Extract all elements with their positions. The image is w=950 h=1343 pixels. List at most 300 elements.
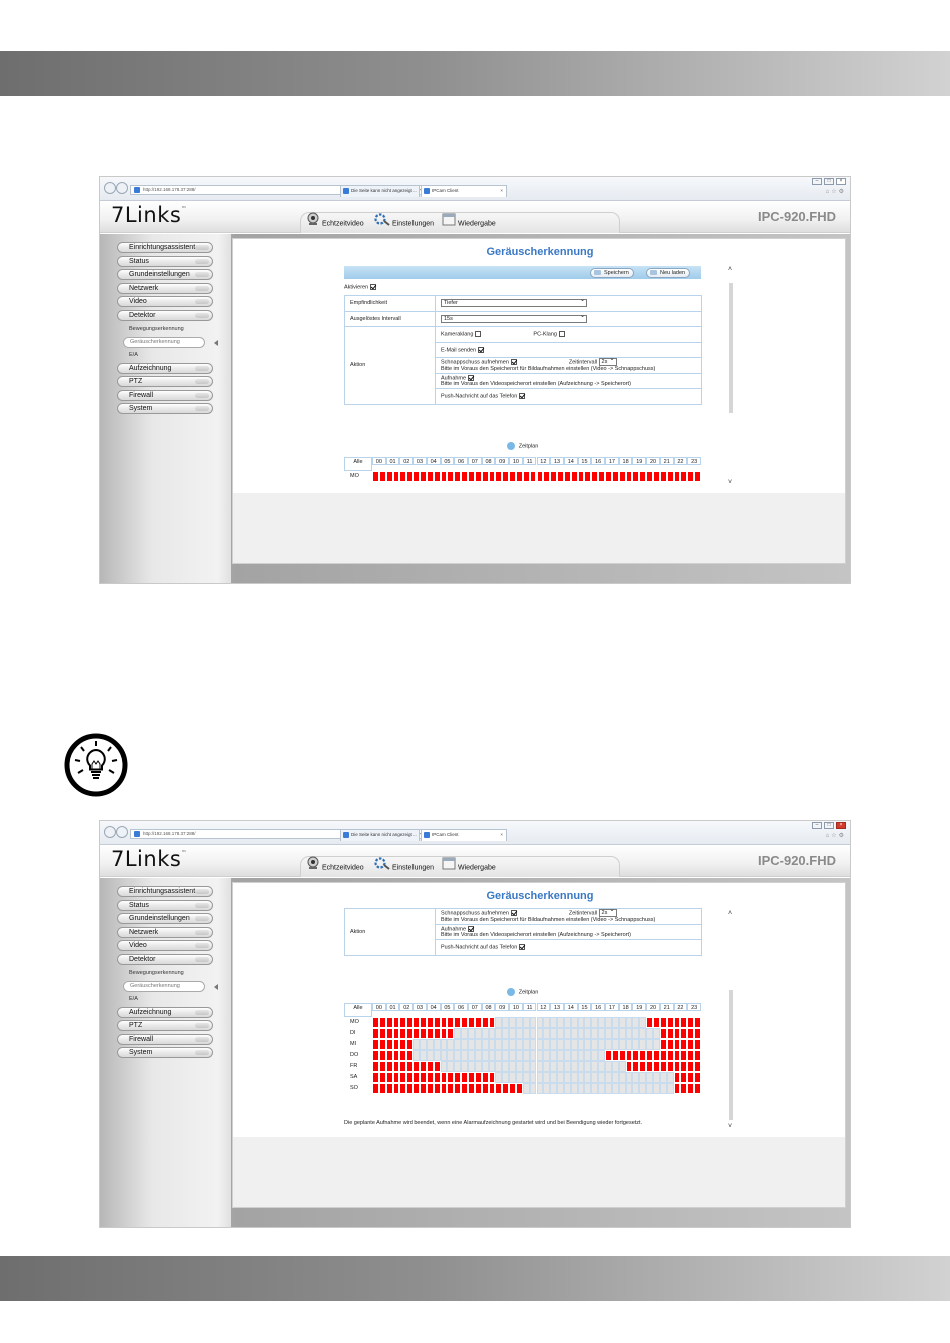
schedule-cell[interactable] bbox=[674, 1017, 681, 1028]
schedule-cell[interactable] bbox=[434, 1050, 441, 1061]
schedule-cell[interactable] bbox=[523, 1050, 530, 1061]
zeitintervall-select[interactable]: 2s ⌄ bbox=[599, 358, 617, 366]
schedule-cell[interactable] bbox=[516, 1050, 523, 1061]
schedule-cell[interactable] bbox=[591, 471, 598, 482]
schedule-cell[interactable] bbox=[653, 1061, 660, 1072]
schedule-cell[interactable] bbox=[626, 1028, 633, 1039]
hour-header[interactable]: 12 bbox=[537, 1003, 551, 1011]
schedule-cell[interactable] bbox=[632, 1028, 639, 1039]
schedule-cell[interactable] bbox=[557, 1061, 564, 1072]
schedule-cell[interactable] bbox=[372, 1083, 379, 1094]
schedule-cell[interactable] bbox=[687, 1039, 694, 1050]
schedule-cell[interactable] bbox=[502, 1039, 509, 1050]
schedule-cell[interactable] bbox=[687, 1083, 694, 1094]
hour-header[interactable]: 17 bbox=[605, 1003, 619, 1011]
schedule-cell[interactable] bbox=[667, 1050, 674, 1061]
schedule-cell[interactable] bbox=[468, 1083, 475, 1094]
hour-header[interactable]: 04 bbox=[427, 457, 441, 465]
schedule-cell[interactable] bbox=[530, 1028, 537, 1039]
schedule-cell[interactable] bbox=[399, 1028, 406, 1039]
minimize-icon[interactable]: – bbox=[812, 178, 822, 185]
toolbar-icons[interactable]: ⌂☆⚙ bbox=[825, 189, 846, 195]
schedule-cell[interactable] bbox=[461, 1061, 468, 1072]
schedule-cell[interactable] bbox=[619, 1017, 626, 1028]
schedule-cell[interactable] bbox=[660, 1028, 667, 1039]
schedule-cell[interactable] bbox=[420, 1017, 427, 1028]
sidebar-item-einrichtungsassistent[interactable]: Einrichtungsassistent bbox=[117, 242, 213, 253]
schedule-cell[interactable] bbox=[530, 1072, 537, 1083]
schedule-cell[interactable] bbox=[475, 1083, 482, 1094]
schedule-cell[interactable] bbox=[427, 1083, 434, 1094]
schedule-cell[interactable] bbox=[674, 1083, 681, 1094]
schedule-cell[interactable] bbox=[461, 1017, 468, 1028]
address-bar[interactable]: http://192.168.178.37:288/ bbox=[130, 829, 432, 839]
schedule-cell[interactable] bbox=[372, 1061, 379, 1072]
schedule-cell[interactable] bbox=[564, 1050, 571, 1061]
schedule-cell[interactable] bbox=[386, 1028, 393, 1039]
hour-header[interactable]: 17 bbox=[605, 457, 619, 465]
schedule-cell[interactable] bbox=[427, 1072, 434, 1083]
schedule-cell[interactable] bbox=[379, 471, 386, 482]
schedule-cell[interactable] bbox=[557, 1017, 564, 1028]
schedule-cell[interactable] bbox=[461, 1028, 468, 1039]
schedule-cell[interactable] bbox=[591, 1017, 598, 1028]
tab-einstellungen[interactable]: Einstellungen bbox=[374, 856, 434, 877]
schedule-cell[interactable] bbox=[667, 1017, 674, 1028]
schedule-cell[interactable] bbox=[632, 1039, 639, 1050]
hour-header[interactable]: 10 bbox=[509, 1003, 523, 1011]
day-label[interactable]: FR bbox=[350, 1063, 358, 1069]
schedule-cell[interactable] bbox=[619, 1061, 626, 1072]
schedule-cell[interactable] bbox=[564, 1061, 571, 1072]
schedule-cell[interactable] bbox=[406, 1083, 413, 1094]
schedule-cell[interactable] bbox=[591, 1083, 598, 1094]
schedule-cell[interactable] bbox=[674, 1072, 681, 1083]
sensitivity-select[interactable]: Tiefer ⌄ bbox=[441, 299, 587, 307]
schedule-cell[interactable] bbox=[523, 1072, 530, 1083]
aufnahme-checkbox[interactable] bbox=[468, 926, 474, 932]
schedule-cell[interactable] bbox=[598, 1039, 605, 1050]
schedule-cell[interactable] bbox=[393, 1072, 400, 1083]
schedule-cell[interactable] bbox=[619, 1072, 626, 1083]
schedule-cell[interactable] bbox=[475, 471, 482, 482]
schedule-cell[interactable] bbox=[509, 1072, 516, 1083]
sidebar-subitem-ea[interactable]: E/A bbox=[129, 995, 138, 1002]
hour-header[interactable]: 02 bbox=[399, 457, 413, 465]
schedule-cell[interactable] bbox=[482, 1039, 489, 1050]
schedule-cell[interactable] bbox=[687, 1050, 694, 1061]
day-label[interactable]: SO bbox=[350, 1085, 358, 1091]
schedule-cell[interactable] bbox=[468, 1061, 475, 1072]
schedule-cell[interactable] bbox=[653, 1083, 660, 1094]
select-all-button[interactable]: Alle bbox=[344, 1003, 372, 1017]
schedule-cell[interactable] bbox=[626, 1050, 633, 1061]
schedule-cell[interactable] bbox=[502, 1017, 509, 1028]
schedule-cell[interactable] bbox=[447, 1039, 454, 1050]
schedule-cell[interactable] bbox=[468, 1039, 475, 1050]
schedule-cell[interactable] bbox=[530, 1039, 537, 1050]
schedule-cell[interactable] bbox=[605, 1039, 612, 1050]
schedule-cell[interactable] bbox=[413, 1083, 420, 1094]
schedule-cell[interactable] bbox=[447, 1061, 454, 1072]
schedule-cell[interactable] bbox=[584, 1083, 591, 1094]
sidebar-item-aufzeichnung[interactable]: Aufzeichnung bbox=[117, 1007, 213, 1018]
schedule-cell[interactable] bbox=[639, 1061, 646, 1072]
schedule-cell[interactable] bbox=[680, 1028, 687, 1039]
schedule-cell[interactable] bbox=[399, 1050, 406, 1061]
schedule-cell[interactable] bbox=[646, 1050, 653, 1061]
sidebar-item-status[interactable]: Status bbox=[117, 900, 213, 911]
hour-header[interactable]: 22 bbox=[674, 1003, 688, 1011]
snapshot-checkbox[interactable] bbox=[511, 359, 517, 365]
schedule-cell[interactable] bbox=[584, 1072, 591, 1083]
schedule-cell[interactable] bbox=[537, 1017, 544, 1028]
snapshot-checkbox[interactable] bbox=[511, 910, 517, 916]
schedule-cell[interactable] bbox=[489, 1083, 496, 1094]
schedule-cell[interactable] bbox=[399, 1017, 406, 1028]
schedule-cell[interactable] bbox=[482, 1050, 489, 1061]
schedule-cell[interactable] bbox=[571, 1083, 578, 1094]
schedule-cell[interactable] bbox=[530, 1061, 537, 1072]
schedule-cell[interactable] bbox=[406, 471, 413, 482]
schedule-cell[interactable] bbox=[393, 1028, 400, 1039]
forward-icon[interactable] bbox=[116, 826, 128, 838]
schedule-cell[interactable] bbox=[598, 471, 605, 482]
schedule-cell[interactable] bbox=[441, 1061, 448, 1072]
schedule-cell[interactable] bbox=[571, 1028, 578, 1039]
schedule-cell[interactable] bbox=[626, 471, 633, 482]
schedule-cell[interactable] bbox=[502, 1061, 509, 1072]
schedule-cell[interactable] bbox=[537, 1050, 544, 1061]
schedule-cell[interactable] bbox=[680, 1061, 687, 1072]
schedule-cell[interactable] bbox=[605, 1061, 612, 1072]
schedule-cell[interactable] bbox=[612, 1017, 619, 1028]
schedule-cell[interactable] bbox=[413, 1039, 420, 1050]
hour-header[interactable]: 11 bbox=[523, 457, 537, 465]
schedule-cell[interactable] bbox=[660, 1083, 667, 1094]
schedule-cell[interactable] bbox=[660, 1039, 667, 1050]
schedule-cell[interactable] bbox=[516, 1061, 523, 1072]
schedule-cell[interactable] bbox=[434, 1072, 441, 1083]
schedule-cell[interactable] bbox=[379, 1072, 386, 1083]
schedule-cell[interactable] bbox=[694, 1072, 701, 1083]
schedule-cell[interactable] bbox=[482, 1083, 489, 1094]
schedule-cell[interactable] bbox=[379, 1061, 386, 1072]
push-checkbox[interactable] bbox=[519, 393, 525, 399]
address-bar[interactable]: http://192.168.178.37:288/ bbox=[130, 185, 432, 195]
schedule-cell[interactable] bbox=[543, 1028, 550, 1039]
schedule-cell[interactable] bbox=[543, 471, 550, 482]
schedule-cell[interactable] bbox=[646, 1028, 653, 1039]
schedule-cell[interactable] bbox=[523, 471, 530, 482]
schedule-cell[interactable] bbox=[468, 471, 475, 482]
interval-select[interactable]: 15s ⌄ bbox=[441, 315, 587, 323]
schedule-cell[interactable] bbox=[550, 1050, 557, 1061]
schedule-cell[interactable] bbox=[502, 1083, 509, 1094]
schedule-cell[interactable] bbox=[626, 1072, 633, 1083]
schedule-cell[interactable] bbox=[516, 1083, 523, 1094]
schedule-cell[interactable] bbox=[619, 1039, 626, 1050]
schedule-cell[interactable] bbox=[557, 1083, 564, 1094]
reload-button[interactable]: Neu laden bbox=[646, 268, 690, 278]
schedule-cell[interactable] bbox=[516, 1039, 523, 1050]
schedule-cell[interactable] bbox=[557, 1050, 564, 1061]
hour-header[interactable]: 19 bbox=[632, 457, 646, 465]
schedule-cell[interactable] bbox=[413, 471, 420, 482]
schedule-cell[interactable] bbox=[386, 1072, 393, 1083]
schedule-cell[interactable] bbox=[489, 1039, 496, 1050]
schedule-cell[interactable] bbox=[386, 1017, 393, 1028]
schedule-cell[interactable] bbox=[420, 1083, 427, 1094]
schedule-cell[interactable] bbox=[372, 1017, 379, 1028]
schedule-cell[interactable] bbox=[564, 1028, 571, 1039]
schedule-cell[interactable] bbox=[612, 1072, 619, 1083]
schedule-cell[interactable] bbox=[399, 471, 406, 482]
schedule-cell[interactable] bbox=[646, 471, 653, 482]
schedule-cell[interactable] bbox=[379, 1050, 386, 1061]
hour-header[interactable]: 14 bbox=[564, 457, 578, 465]
schedule-cell[interactable] bbox=[523, 1017, 530, 1028]
hour-header[interactable]: 13 bbox=[550, 1003, 564, 1011]
schedule-cell[interactable] bbox=[557, 1028, 564, 1039]
schedule-cell[interactable] bbox=[571, 471, 578, 482]
schedule-cell[interactable] bbox=[495, 1072, 502, 1083]
schedule-cell[interactable] bbox=[386, 1083, 393, 1094]
schedule-cell[interactable] bbox=[632, 1017, 639, 1028]
minimize-icon[interactable]: – bbox=[812, 822, 822, 829]
hour-header[interactable]: 21 bbox=[660, 1003, 674, 1011]
email-checkbox[interactable] bbox=[478, 347, 484, 353]
schedule-cell[interactable] bbox=[578, 1072, 585, 1083]
schedule-cell[interactable] bbox=[612, 1061, 619, 1072]
schedule-cell[interactable] bbox=[461, 471, 468, 482]
schedule-cell[interactable] bbox=[475, 1039, 482, 1050]
schedule-cell[interactable] bbox=[557, 1072, 564, 1083]
schedule-cell[interactable] bbox=[639, 1050, 646, 1061]
schedule-cell[interactable] bbox=[639, 1028, 646, 1039]
tab-wiedergabe[interactable]: Wiedergabe bbox=[442, 212, 496, 233]
close-icon[interactable]: × bbox=[836, 822, 846, 829]
schedule-cell[interactable] bbox=[646, 1061, 653, 1072]
zeitintervall-select[interactable]: 2s ⌄ bbox=[599, 909, 617, 917]
schedule-cell[interactable] bbox=[537, 1061, 544, 1072]
schedule-cell[interactable] bbox=[413, 1017, 420, 1028]
schedule-cell[interactable] bbox=[571, 1017, 578, 1028]
hour-header[interactable]: 20 bbox=[646, 457, 660, 465]
schedule-cell[interactable] bbox=[571, 1039, 578, 1050]
hour-header[interactable]: 05 bbox=[441, 457, 455, 465]
hour-header[interactable]: 09 bbox=[495, 457, 509, 465]
schedule-cell[interactable] bbox=[605, 1072, 612, 1083]
back-icon[interactable] bbox=[104, 826, 116, 838]
back-icon[interactable] bbox=[104, 182, 116, 194]
schedule-cell[interactable] bbox=[660, 1017, 667, 1028]
schedule-cell[interactable] bbox=[447, 1050, 454, 1061]
schedule-cell[interactable] bbox=[694, 1039, 701, 1050]
schedule-cell[interactable] bbox=[523, 1083, 530, 1094]
schedule-cell[interactable] bbox=[495, 1028, 502, 1039]
schedule-cell[interactable] bbox=[441, 1072, 448, 1083]
maximize-icon[interactable]: □ bbox=[824, 178, 834, 185]
schedule-cell[interactable] bbox=[475, 1028, 482, 1039]
schedule-cell[interactable] bbox=[674, 471, 681, 482]
schedule-cell[interactable] bbox=[399, 1072, 406, 1083]
scrollbar[interactable] bbox=[728, 266, 734, 486]
forward-icon[interactable] bbox=[116, 182, 128, 194]
hour-header[interactable]: 06 bbox=[454, 457, 468, 465]
schedule-cell[interactable] bbox=[660, 1061, 667, 1072]
schedule-cell[interactable] bbox=[537, 471, 544, 482]
schedule-cell[interactable] bbox=[646, 1083, 653, 1094]
schedule-cell[interactable] bbox=[598, 1017, 605, 1028]
scroll-down-icon[interactable]: ˅ bbox=[728, 479, 733, 486]
schedule-cell[interactable] bbox=[468, 1028, 475, 1039]
schedule-cell[interactable] bbox=[632, 471, 639, 482]
schedule-cell[interactable] bbox=[605, 471, 612, 482]
sidebar-item-detektor[interactable]: Detektor bbox=[117, 310, 213, 321]
hour-header[interactable]: 11 bbox=[523, 1003, 537, 1011]
sidebar-item-video[interactable]: Video bbox=[117, 296, 213, 307]
schedule-cell[interactable] bbox=[523, 1028, 530, 1039]
schedule-cell[interactable] bbox=[482, 471, 489, 482]
schedule-cell[interactable] bbox=[454, 1083, 461, 1094]
day-label[interactable]: MI bbox=[350, 1041, 357, 1047]
schedule-cell[interactable] bbox=[516, 1028, 523, 1039]
schedule-cell[interactable] bbox=[516, 1072, 523, 1083]
schedule-cell[interactable] bbox=[687, 1061, 694, 1072]
schedule-cell[interactable] bbox=[639, 1039, 646, 1050]
schedule-cell[interactable] bbox=[694, 1061, 701, 1072]
schedule-cell[interactable] bbox=[379, 1039, 386, 1050]
schedule-cell[interactable] bbox=[372, 1028, 379, 1039]
hour-header[interactable]: 08 bbox=[482, 1003, 496, 1011]
schedule-cell[interactable] bbox=[447, 471, 454, 482]
schedule-cell[interactable] bbox=[386, 1061, 393, 1072]
schedule-cell[interactable] bbox=[680, 1083, 687, 1094]
schedule-cell[interactable] bbox=[543, 1017, 550, 1028]
tab-wiedergabe[interactable]: Wiedergabe bbox=[442, 856, 496, 877]
schedule-cell[interactable] bbox=[454, 1050, 461, 1061]
schedule-cell[interactable] bbox=[489, 1017, 496, 1028]
schedule-cell[interactable] bbox=[502, 471, 509, 482]
schedule-cell[interactable] bbox=[399, 1061, 406, 1072]
schedule-cell[interactable] bbox=[386, 471, 393, 482]
schedule-cell[interactable] bbox=[578, 471, 585, 482]
schedule-cell[interactable] bbox=[550, 1072, 557, 1083]
schedule-cell[interactable] bbox=[612, 1039, 619, 1050]
sidebar-item-aufzeichnung[interactable]: Aufzeichnung bbox=[117, 363, 213, 374]
schedule-cell[interactable] bbox=[543, 1039, 550, 1050]
schedule-cell[interactable] bbox=[612, 471, 619, 482]
schedule-cell[interactable] bbox=[626, 1083, 633, 1094]
schedule-cell[interactable] bbox=[495, 1050, 502, 1061]
schedule-cell[interactable] bbox=[667, 1039, 674, 1050]
schedule-cell[interactable] bbox=[667, 1061, 674, 1072]
schedule-cell[interactable] bbox=[578, 1061, 585, 1072]
schedule-cell[interactable] bbox=[605, 1017, 612, 1028]
schedule-cell[interactable] bbox=[489, 1072, 496, 1083]
schedule-cell[interactable] bbox=[537, 1028, 544, 1039]
schedule-cell[interactable] bbox=[441, 1083, 448, 1094]
hour-header[interactable]: 04 bbox=[427, 1003, 441, 1011]
schedule-cell[interactable] bbox=[653, 1039, 660, 1050]
schedule-cell[interactable] bbox=[441, 1050, 448, 1061]
schedule-cell[interactable] bbox=[584, 1028, 591, 1039]
schedule-cell[interactable] bbox=[379, 1017, 386, 1028]
sidebar-item-grundeinstellungen[interactable]: Grundeinstellungen bbox=[117, 269, 213, 280]
schedule-cell[interactable] bbox=[639, 1072, 646, 1083]
hour-header[interactable]: 15 bbox=[578, 1003, 592, 1011]
schedule-cell[interactable] bbox=[687, 1072, 694, 1083]
schedule-cell[interactable] bbox=[393, 471, 400, 482]
schedule-cell[interactable] bbox=[441, 1028, 448, 1039]
schedule-cell[interactable] bbox=[653, 1028, 660, 1039]
sidebar-subitem-ea[interactable]: E/A bbox=[129, 351, 138, 358]
hour-header[interactable]: 21 bbox=[660, 457, 674, 465]
schedule-cell[interactable] bbox=[667, 1083, 674, 1094]
schedule-cell[interactable] bbox=[584, 1050, 591, 1061]
schedule-cell[interactable] bbox=[550, 1061, 557, 1072]
tab-echtzeitvideo[interactable]: Echtzeitvideo bbox=[306, 212, 364, 233]
schedule-cell[interactable] bbox=[489, 471, 496, 482]
schedule-cell[interactable] bbox=[461, 1039, 468, 1050]
schedule-cell[interactable] bbox=[578, 1039, 585, 1050]
browser-tab[interactable]: Die Seite kann nicht angezeigt ... bbox=[340, 185, 420, 197]
schedule-cell[interactable] bbox=[406, 1050, 413, 1061]
schedule-cell[interactable] bbox=[447, 1083, 454, 1094]
schedule-cell[interactable] bbox=[468, 1017, 475, 1028]
schedule-cell[interactable] bbox=[454, 471, 461, 482]
sidebar-item-system[interactable]: System bbox=[117, 1047, 213, 1058]
schedule-cell[interactable] bbox=[406, 1017, 413, 1028]
schedule-cell[interactable] bbox=[680, 1050, 687, 1061]
aufnahme-checkbox[interactable] bbox=[468, 375, 474, 381]
schedule-cell[interactable] bbox=[386, 1039, 393, 1050]
schedule-cell[interactable] bbox=[495, 1017, 502, 1028]
schedule-cell[interactable] bbox=[557, 471, 564, 482]
schedule-cell[interactable] bbox=[420, 471, 427, 482]
schedule-cell[interactable] bbox=[680, 1039, 687, 1050]
hour-header[interactable]: 18 bbox=[619, 1003, 633, 1011]
schedule-cell[interactable] bbox=[550, 1028, 557, 1039]
schedule-cell[interactable] bbox=[632, 1061, 639, 1072]
schedule-cell[interactable] bbox=[393, 1017, 400, 1028]
schedule-cell[interactable] bbox=[550, 1083, 557, 1094]
schedule-cell[interactable] bbox=[441, 471, 448, 482]
schedule-cell[interactable] bbox=[509, 1061, 516, 1072]
schedule-cell[interactable] bbox=[372, 1039, 379, 1050]
schedule-cell[interactable] bbox=[578, 1050, 585, 1061]
schedule-cell[interactable] bbox=[653, 1050, 660, 1061]
schedule-cell[interactable] bbox=[406, 1028, 413, 1039]
schedule-cell[interactable] bbox=[598, 1050, 605, 1061]
schedule-cell[interactable] bbox=[674, 1050, 681, 1061]
tab-echtzeitvideo[interactable]: Echtzeitvideo bbox=[306, 856, 364, 877]
sidebar-subitem-bewegungserkennung[interactable]: Bewegungserkennung bbox=[129, 325, 184, 332]
schedule-cell[interactable] bbox=[591, 1039, 598, 1050]
day-label[interactable]: MO bbox=[350, 473, 359, 479]
hour-header[interactable]: 02 bbox=[399, 1003, 413, 1011]
schedule-cell[interactable] bbox=[413, 1028, 420, 1039]
schedule-cell[interactable] bbox=[434, 1061, 441, 1072]
schedule-cell[interactable] bbox=[564, 1083, 571, 1094]
schedule-cell[interactable] bbox=[447, 1017, 454, 1028]
schedule-cell[interactable] bbox=[393, 1050, 400, 1061]
schedule-cell[interactable] bbox=[646, 1072, 653, 1083]
sidebar-subitem-bewegungserkennung[interactable]: Bewegungserkennung bbox=[129, 969, 184, 976]
schedule-cell[interactable] bbox=[413, 1072, 420, 1083]
schedule-cell[interactable] bbox=[632, 1083, 639, 1094]
